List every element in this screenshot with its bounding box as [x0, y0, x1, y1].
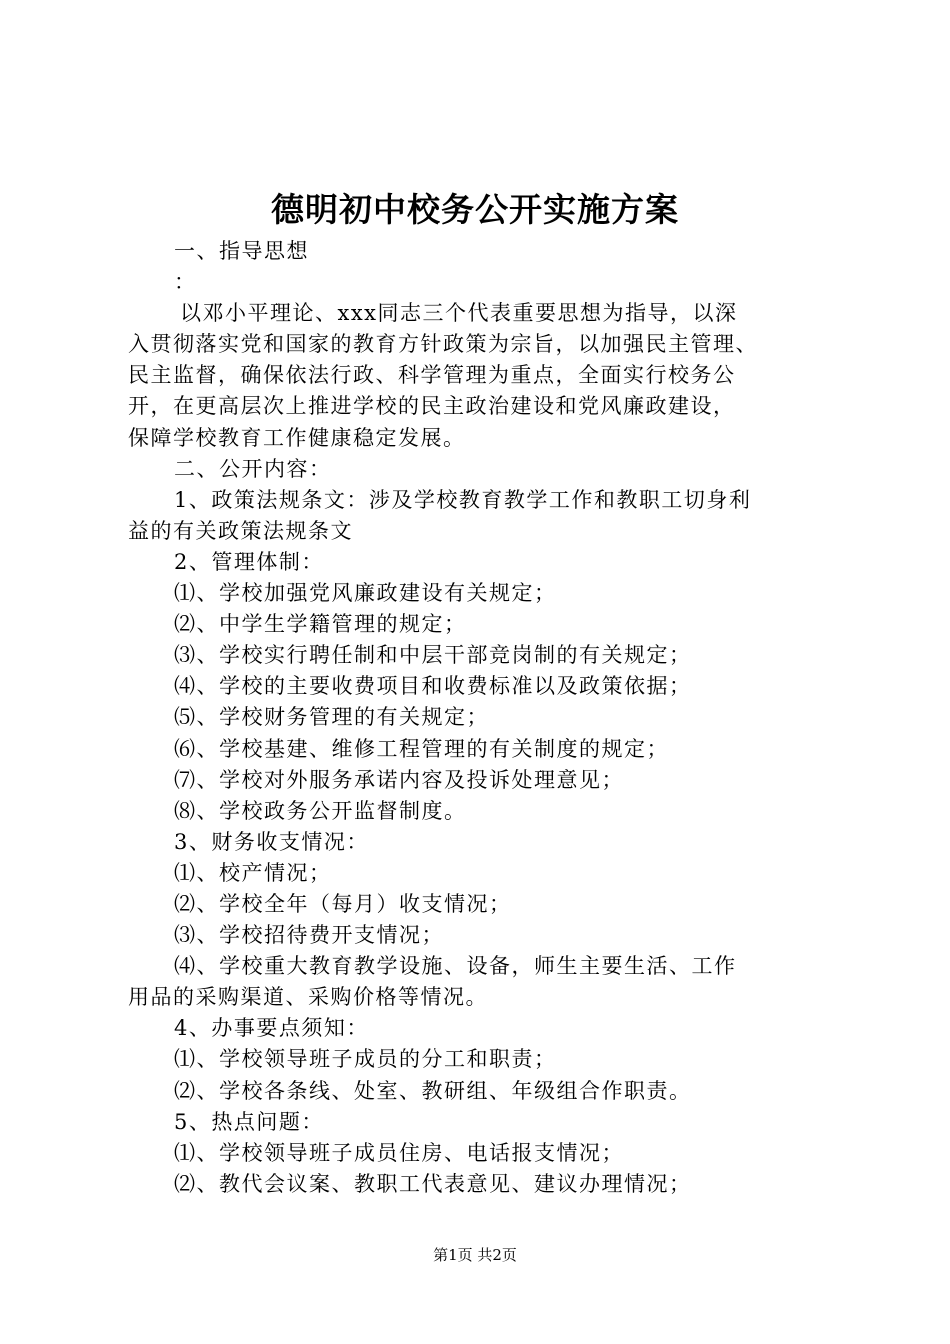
- list-item-continuation: 益的有关政策法规条文: [128, 518, 353, 543]
- list-item: ⑵、教代会议案、教职工代表意见、建议办理情况；: [174, 1171, 692, 1196]
- list-item: ⑴、学校领导班子成员住房、电话报支情况；: [174, 1140, 624, 1165]
- page-footer: 第1页 共2页: [433, 1246, 517, 1264]
- list-item: ⑴、学校加强党风廉政建设有关规定；: [174, 581, 557, 606]
- subsection-heading: 2、管理体制：: [174, 549, 324, 574]
- list-item-continuation: 用品的采购渠道、采购价格等情况。: [128, 985, 488, 1010]
- list-item: ⑻、学校政务公开监督制度。: [174, 798, 467, 823]
- paragraph-line: 民主监督，确保依法行政、科学管理为重点，全面实行校务公: [128, 363, 736, 388]
- list-item: 1、政策法规条文：涉及学校教育教学工作和教职工切身利: [174, 487, 752, 512]
- list-item: ⑶、学校实行聘任制和中层干部竞岗制的有关规定；: [174, 643, 692, 668]
- section-heading-guiding-ideology: 一、指导思想: [174, 239, 309, 263]
- paragraph-line: 保障学校教育工作健康稳定发展。: [128, 425, 466, 450]
- paragraph-colon: ：: [174, 270, 197, 295]
- list-item: ⑷、学校的主要收费项目和收费标准以及政策依据；: [174, 674, 692, 699]
- list-item: ⑶、学校招待费开支情况；: [174, 923, 444, 948]
- paragraph-line: 入贯彻落实党和国家的教育方针政策为宗旨，以加强民主管理、: [128, 332, 758, 357]
- list-item: ⑵、学校各条线、处室、教研组、年级组合作职责。: [174, 1078, 692, 1103]
- subsection-heading: 4、办事要点须知：: [174, 1016, 369, 1041]
- list-item: ⑺、学校对外服务承诺内容及投诉处理意见；: [174, 767, 624, 792]
- list-item: ⑹、学校基建、维修工程管理的有关制度的规定；: [174, 736, 669, 761]
- section-heading-public-content: 二、公开内容：: [174, 456, 332, 481]
- list-item: ⑷、学校重大教育教学设施、设备，师生主要生活、工作: [174, 954, 737, 979]
- subsection-heading: 3、财务收支情况：: [174, 829, 369, 854]
- document-body: [128, 236, 833, 1200]
- list-item: ⑸、学校财务管理的有关规定；: [174, 705, 489, 730]
- subsection-heading: 5、热点问题：: [174, 1109, 324, 1134]
- list-item: ⑴、校产情况；: [174, 860, 332, 885]
- list-item: ⑴、学校领导班子成员的分工和职责；: [174, 1047, 557, 1072]
- list-item: ⑵、中学生学籍管理的规定；: [174, 612, 467, 637]
- paragraph-line: 开，在更高层次上推进学校的民主政治建设和党风廉政建设，: [128, 394, 736, 419]
- paragraph-line: 以邓小平理论、xxx同志三个代表重要思想为指导，以深: [180, 301, 738, 326]
- list-item: ⑵、学校全年（每月）收支情况；: [174, 891, 512, 916]
- document-title: 德明初中校务公开实施方案: [271, 190, 679, 229]
